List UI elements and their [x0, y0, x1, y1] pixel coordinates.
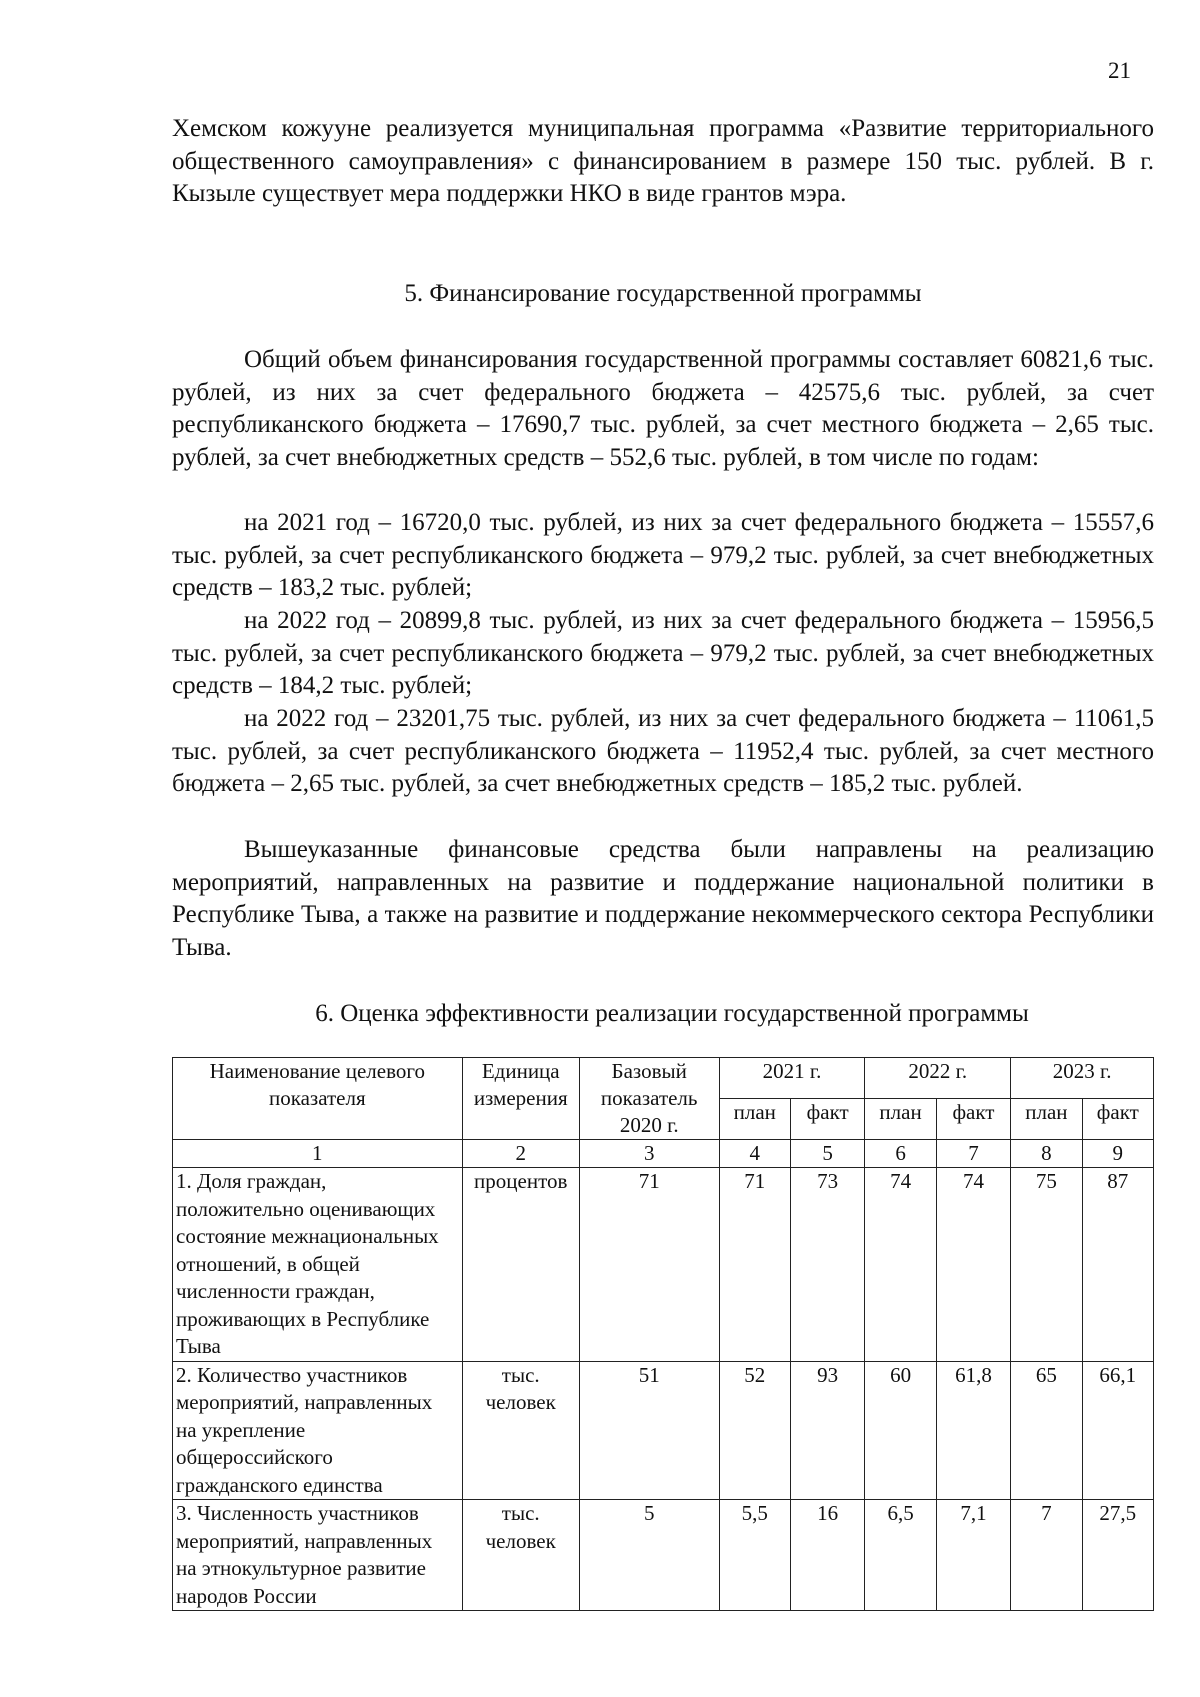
- fact-2021: 73: [790, 1168, 864, 1362]
- fact-2023: 87: [1082, 1168, 1153, 1362]
- section5-paragraph-2023: на 2022 год – 23201,75 тыс. рублей, из них за счет федерального бюджета – 11061,5 тыс. рублей, за счет республиканского бюджета – 11952,4 тыс. рублей, за счет местного бюджета – 2,65 тыс. рублей, за счет внебюджетных средств – 185,2 тыс. рублей.: [172, 705, 1154, 797]
- header-base: Базовый показатель 2020 г.: [579, 1058, 719, 1140]
- plan-2022: 74: [865, 1168, 936, 1362]
- header-name: Наименование целевого показателя: [173, 1058, 463, 1140]
- fact-2023: 27,5: [1082, 1500, 1153, 1611]
- fact-2023: 66,1: [1082, 1361, 1153, 1500]
- header-plan-2023: план: [1011, 1099, 1082, 1140]
- indicator-base: 5: [579, 1500, 719, 1611]
- section5-paragraph-2021: на 2021 год – 16720,0 тыс. рублей, из них за счет федерального бюджета – 15557,6 тыс. рублей, за счет республиканского бюджета – 979,2 тыс. рублей, за счет внебюджетных средств – 183,2 тыс. рублей;: [172, 509, 1154, 601]
- fact-2021: 16: [790, 1500, 864, 1611]
- header-year-2021: 2021 г.: [719, 1058, 865, 1099]
- plan-2023: 65: [1011, 1361, 1082, 1500]
- indicator-unit: тыс. человек: [462, 1500, 579, 1611]
- column-number-row: [173, 1140, 1154, 1168]
- fact-2022: 74: [936, 1168, 1010, 1362]
- fact-2021: 93: [790, 1361, 864, 1500]
- column-number: 6: [865, 1140, 936, 1168]
- indicator-name: 1. Доля граждан, положительно оценивающих состояние межнациональных отношений, в общей численности граждан, проживающих в Республике Тыва: [173, 1168, 463, 1362]
- header-fact-2021: факт: [790, 1099, 864, 1140]
- indicator-base: 51: [579, 1361, 719, 1500]
- plan-2021: 52: [719, 1361, 790, 1500]
- indicator-name: 3. Численность участников мероприятий, направленных на этнокультурное развитие народов России: [173, 1500, 463, 1611]
- plan-2021: 5,5: [719, 1500, 790, 1611]
- column-number: 8: [1011, 1140, 1082, 1168]
- page-number: 21: [1108, 58, 1131, 83]
- section5-paragraph-2022: на 2022 год – 20899,8 тыс. рублей, из них за счет федерального бюджета – 15956,5 тыс. рублей, за счет республиканского бюджета – 979,2 тыс. рублей, за счет внебюджетных средств – 184,2 тыс. рублей;: [172, 607, 1154, 699]
- column-number: 1: [173, 1140, 463, 1168]
- fact-2022: 7,1: [936, 1500, 1010, 1611]
- header-year-2022: 2022 г.: [865, 1058, 1011, 1099]
- section5-paragraph-summary: Вышеуказанные финансовые средства были направлены на реализацию мероприятий, направленных на развитие и поддержание национальной политики в Республике Тыва, а также на развитие и поддержание некоммерческого сектора Республики Тыва.: [172, 836, 1154, 961]
- efficiency-table: [172, 1057, 1154, 1611]
- table-row: [173, 1500, 1154, 1611]
- column-number: 7: [936, 1140, 1010, 1168]
- indicator-unit: процентов: [462, 1168, 579, 1362]
- header-plan-2021: план: [719, 1099, 790, 1140]
- plan-2021: 71: [719, 1168, 790, 1362]
- plan-2022: 60: [865, 1361, 936, 1500]
- indicator-unit: тыс. человек: [462, 1361, 579, 1500]
- intro-paragraph: Хемском кожууне реализуется муниципальная программа «Развитие территориального общественного самоуправления» с финансированием в размере 150 тыс. рублей. В г. Кызыле существует мера поддержки НКО в виде грантов мэра.: [172, 115, 1154, 207]
- plan-2023: 75: [1011, 1168, 1082, 1362]
- table-row: [173, 1361, 1154, 1500]
- fact-2022: 61,8: [936, 1361, 1010, 1500]
- section5-paragraph-total: Общий объем финансирования государственной программы составляет 60821,6 тыс. рублей, из них за счет федерального бюджета – 42575,6 тыс. рублей, за счет республиканского бюджета – 17690,7 тыс. рублей, за счет местного бюджета – 2,65 тыс. рублей, за счет внебюджетных средств – 552,6 тыс. рублей, в том числе по годам:: [172, 346, 1154, 471]
- header-unit: Единица измерения: [462, 1058, 579, 1140]
- plan-2022: 6,5: [865, 1500, 936, 1611]
- table-header-row: [173, 1058, 1154, 1099]
- header-fact-2022: факт: [936, 1099, 1010, 1140]
- section6-title: 6. Оценка эффективности реализации государственной программы: [315, 1000, 1029, 1027]
- column-number: 9: [1082, 1140, 1153, 1168]
- header-fact-2023: факт: [1082, 1099, 1153, 1140]
- header-plan-2022: план: [865, 1099, 936, 1140]
- plan-2023: 7: [1011, 1500, 1082, 1611]
- indicator-name: 2. Количество участников мероприятий, направленных на укрепление общероссийского гражданского единства: [173, 1361, 463, 1500]
- table-row: [173, 1168, 1154, 1362]
- section5-title: 5. Финансирование государственной программы: [404, 280, 922, 307]
- column-number: 5: [790, 1140, 864, 1168]
- column-number: 3: [579, 1140, 719, 1168]
- column-number: 2: [462, 1140, 579, 1168]
- column-number: 4: [719, 1140, 790, 1168]
- indicator-base: 71: [579, 1168, 719, 1362]
- header-year-2023: 2023 г.: [1011, 1058, 1154, 1099]
